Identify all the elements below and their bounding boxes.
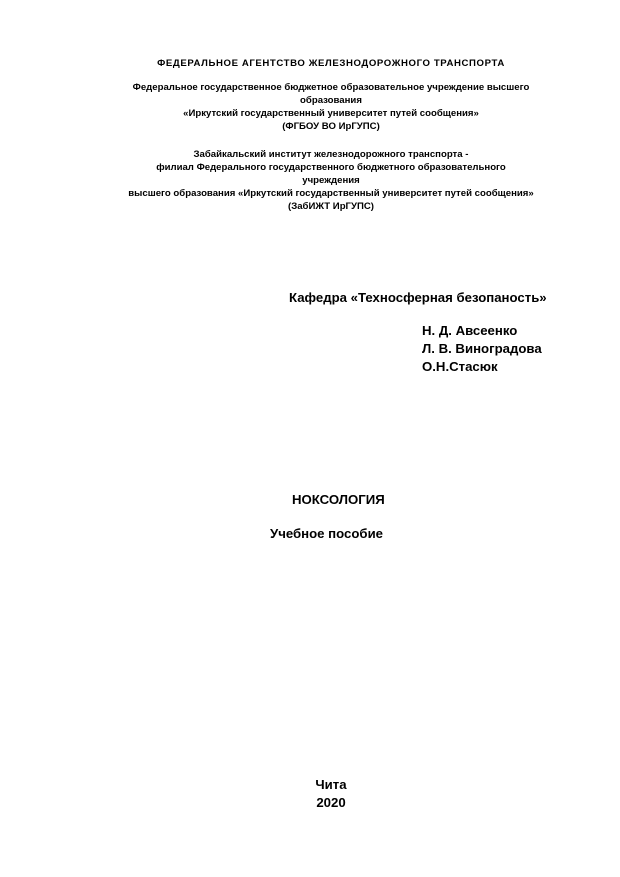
author-1: Н. Д. Авсеенко: [422, 323, 518, 338]
institute-line-1: Забайкальский институт железнодорожного транспорта -: [193, 149, 469, 160]
author-2: Л. В. Виноградова: [422, 341, 542, 356]
university-line-3: «Иркутский государственный университет путей сообщения»: [183, 108, 479, 119]
university-abbreviation: (ФГБОУ ВО ИрГУПС): [282, 121, 380, 132]
institute-line-3: учреждения: [302, 175, 360, 186]
publication-city: Чита: [315, 777, 347, 792]
department-name: Кафедра «Техносферная безопаность»: [289, 290, 547, 305]
institute-line-2: филиал Федерального государственного бюджетного образовательного: [156, 162, 506, 173]
institute-abbreviation: (ЗабИЖТ ИрГУПС): [288, 201, 374, 212]
author-3: О.Н.Стасюк: [422, 359, 498, 374]
document-subtitle: Учебное пособие: [270, 526, 384, 541]
institute-line-4: высшего образования «Иркутский государственный университет путей сообщения»: [128, 188, 534, 199]
university-line-2: образования: [300, 95, 362, 106]
document-title: НОКСОЛОГИЯ: [292, 492, 385, 507]
publication-year: 2020: [316, 795, 346, 810]
agency-name: ФЕДЕРАЛЬНОЕ АГЕНТСТВО ЖЕЛЕЗНОДОРОЖНОГО ТРАНСПОРТА: [157, 58, 505, 69]
university-line-1: Федеральное государственное бюджетное образовательное учреждение высшего: [132, 82, 530, 93]
